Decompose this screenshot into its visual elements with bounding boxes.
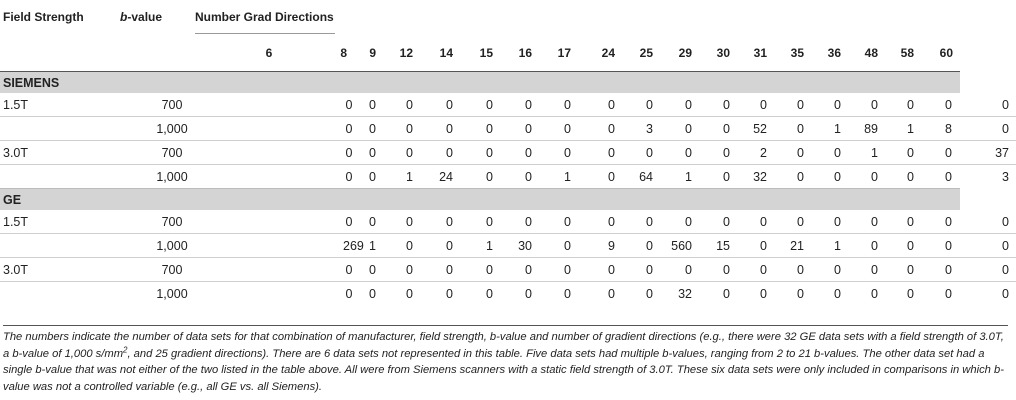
count-cell-dir-31: 0 xyxy=(775,141,812,165)
spacer-cell xyxy=(195,210,305,234)
count-cell-dir-24: 64 xyxy=(623,165,661,189)
count-cell-dir-25: 0 xyxy=(685,97,692,112)
count-cell-dir-48: 0 xyxy=(886,282,922,306)
count-cell-dir-36: 0 xyxy=(871,214,878,229)
b-value-cell: 1,000 xyxy=(105,165,195,189)
count-cell-dir-60: 0 xyxy=(960,258,1016,282)
count-cell-dir-16: 0 xyxy=(540,141,579,165)
b-value-cell: 700 xyxy=(161,214,183,229)
count-cell-dir-35: 0 xyxy=(812,258,849,282)
count-cell-dir-29: 0 xyxy=(700,282,738,306)
table-body xyxy=(0,72,1016,306)
count-cell-dir-31: 0 xyxy=(775,117,812,141)
count-cell-dir-29: 0 xyxy=(723,97,730,112)
direction-header-35: 35 xyxy=(790,45,804,60)
spacer-cell xyxy=(195,165,305,189)
b-value-header xyxy=(105,0,195,34)
count-cell-dir-29: 0 xyxy=(723,214,730,229)
table-row xyxy=(0,258,1016,282)
field-strength-cell: 1.5T xyxy=(3,214,29,229)
direction-header-24: 24 xyxy=(601,45,615,60)
footnote-text-2: , and 25 gradient directions). There are 6 data sets not represented in this table. Five data sets had multiple b-values, ranging from 2 to 21 b-values. The other data set had a single b-value that was not either of the two listed in the table above. All were from Siemens scanners with a static field strength of 3.0T. These six data sets were only included in comparisons in which b-value was not a controlled variable (e.g., all GE vs. all Siemens). xyxy=(3,347,1004,393)
count-cell-dir-8: 0 xyxy=(355,165,384,189)
spacer-cell xyxy=(195,93,305,117)
directions-header-row xyxy=(0,34,1016,71)
count-cell-dir-60: 0 xyxy=(960,282,1016,306)
section-name: GE xyxy=(0,189,960,211)
count-cell-dir-6: 0 xyxy=(305,282,355,306)
count-cell-dir-16: 0 xyxy=(540,282,579,306)
count-cell-dir-15: 0 xyxy=(501,117,540,141)
count-cell-dir-30: 0 xyxy=(760,97,767,112)
count-cell-dir-17: 0 xyxy=(579,282,623,306)
count-cell-dir-36: 0 xyxy=(849,282,886,306)
table-row xyxy=(0,165,1016,189)
count-cell-dir-30: 32 xyxy=(738,165,775,189)
count-cell-dir-35: 1 xyxy=(812,234,849,258)
count-cell-dir-36: 0 xyxy=(849,165,886,189)
b-value-cell: 700 xyxy=(105,258,195,282)
field-strength-cell: 3.0T xyxy=(0,258,105,282)
count-cell-dir-24: 0 xyxy=(623,282,661,306)
count-cell-dir-60: 37 xyxy=(960,141,1016,165)
count-cell-dir-48: 0 xyxy=(886,234,922,258)
direction-header-58: 58 xyxy=(900,45,914,60)
section-header-row xyxy=(0,72,1016,94)
count-cell-dir-58: 0 xyxy=(922,165,960,189)
count-cell-dir-9: 0 xyxy=(384,258,421,282)
count-cell-dir-60: 3 xyxy=(960,165,1016,189)
count-cell-dir-58: 0 xyxy=(922,258,960,282)
count-cell-dir-16: 0 xyxy=(540,258,579,282)
count-cell-dir-24: 3 xyxy=(623,117,661,141)
b-value-rest: -value xyxy=(127,10,163,24)
count-cell-dir-31: 0 xyxy=(775,258,812,282)
direction-header-14: 14 xyxy=(439,45,453,60)
field-strength-cell xyxy=(0,234,105,258)
count-cell-dir-58: 0 xyxy=(945,214,952,229)
count-cell-dir-48: 0 xyxy=(907,97,914,112)
count-cell-dir-12: 0 xyxy=(446,97,453,112)
grad-directions-rule xyxy=(195,33,335,34)
count-cell-dir-35: 0 xyxy=(812,141,849,165)
count-cell-dir-31: 0 xyxy=(797,214,804,229)
count-cell-dir-25: 0 xyxy=(661,141,700,165)
direction-header-8: 8 xyxy=(340,45,347,60)
count-cell-dir-35: 0 xyxy=(812,165,849,189)
count-cell-dir-36: 0 xyxy=(849,258,886,282)
field-strength-cell xyxy=(0,117,105,141)
count-cell-dir-60: 0 xyxy=(960,117,1016,141)
count-cell-dir-12: 24 xyxy=(421,165,461,189)
count-cell-dir-6: 269 xyxy=(305,234,355,258)
grad-directions-header xyxy=(195,0,334,34)
b-italic: b xyxy=(120,10,128,24)
count-cell-dir-60: 0 xyxy=(1002,214,1009,229)
count-cell-dir-6: 0 xyxy=(305,258,355,282)
count-cell-dir-24: 0 xyxy=(623,141,661,165)
count-cell-dir-15: 0 xyxy=(501,165,540,189)
table-row xyxy=(0,210,1016,234)
section-name: SIEMENS xyxy=(0,72,960,94)
table-row xyxy=(0,93,1016,117)
spacer-cell xyxy=(195,258,305,282)
count-cell-dir-6: 0 xyxy=(345,97,353,112)
count-cell-dir-29: 0 xyxy=(700,141,738,165)
count-cell-dir-30: 0 xyxy=(738,234,775,258)
count-cell-dir-25: 0 xyxy=(685,214,692,229)
count-cell-dir-31: 0 xyxy=(775,282,812,306)
count-cell-dir-12: 0 xyxy=(421,117,461,141)
count-cell-dir-35: 0 xyxy=(834,97,841,112)
count-cell-dir-6: 0 xyxy=(345,214,353,229)
field-strength-cell: 3.0T xyxy=(0,141,105,165)
count-cell-dir-12: 0 xyxy=(421,282,461,306)
count-cell-dir-60: 0 xyxy=(960,234,1016,258)
spacer-cell xyxy=(195,234,305,258)
count-cell-dir-25: 32 xyxy=(661,282,700,306)
count-cell-dir-17: 0 xyxy=(579,258,623,282)
count-cell-dir-9: 0 xyxy=(406,97,413,112)
count-cell-dir-17: 0 xyxy=(579,165,623,189)
count-cell-dir-24: 0 xyxy=(623,258,661,282)
count-cell-dir-14: 0 xyxy=(486,97,493,112)
count-cell-dir-14: 0 xyxy=(461,282,501,306)
direction-header-60: 60 xyxy=(939,45,953,60)
count-cell-dir-12: 0 xyxy=(446,214,453,229)
count-cell-dir-9: 0 xyxy=(384,117,421,141)
count-cell-dir-29: 0 xyxy=(700,117,738,141)
count-cell-dir-35: 1 xyxy=(812,117,849,141)
direction-header-48: 48 xyxy=(864,45,878,60)
count-cell-dir-8: 0 xyxy=(369,97,376,112)
count-cell-dir-14: 0 xyxy=(461,141,501,165)
count-cell-dir-17: 0 xyxy=(579,117,623,141)
count-cell-dir-16: 0 xyxy=(540,117,579,141)
count-cell-dir-17: 0 xyxy=(608,97,615,112)
count-cell-dir-9: 0 xyxy=(406,214,413,229)
count-cell-dir-12: 0 xyxy=(421,234,461,258)
count-cell-dir-6: 0 xyxy=(305,117,355,141)
spacer-cell xyxy=(195,282,305,306)
direction-header-12: 12 xyxy=(399,45,413,60)
count-cell-dir-9: 0 xyxy=(384,141,421,165)
count-cell-dir-31: 0 xyxy=(797,97,804,112)
count-cell-dir-24: 0 xyxy=(646,214,653,229)
count-cell-dir-30: 0 xyxy=(738,258,775,282)
count-cell-dir-15: 0 xyxy=(501,258,540,282)
count-cell-dir-16: 0 xyxy=(540,234,579,258)
count-cell-dir-36: 0 xyxy=(849,234,886,258)
count-cell-dir-15: 0 xyxy=(525,97,532,112)
count-cell-dir-36: 0 xyxy=(871,97,878,112)
count-cell-dir-14: 0 xyxy=(461,117,501,141)
count-cell-dir-16: 1 xyxy=(540,165,579,189)
section-header-row xyxy=(0,189,1016,211)
count-cell-dir-8: 0 xyxy=(355,258,384,282)
direction-header-30: 30 xyxy=(716,45,730,60)
count-cell-dir-15: 30 xyxy=(501,234,540,258)
direction-header-17: 17 xyxy=(557,45,571,60)
count-cell-dir-6: 0 xyxy=(305,165,355,189)
count-cell-dir-29: 0 xyxy=(700,165,738,189)
count-cell-dir-29: 15 xyxy=(700,234,738,258)
count-cell-dir-48: 1 xyxy=(886,117,922,141)
count-cell-dir-8: 0 xyxy=(355,282,384,306)
count-cell-dir-58: 0 xyxy=(922,282,960,306)
table-row xyxy=(0,234,1016,258)
direction-header-16: 16 xyxy=(518,45,532,60)
count-cell-dir-17: 0 xyxy=(608,214,615,229)
footnote-superscript: 2 xyxy=(123,344,128,354)
count-cell-dir-30: 2 xyxy=(738,141,775,165)
b-value-cell: 1,000 xyxy=(105,117,195,141)
footnote-text-1: The numbers indicate the number of data sets for that combination of manufacturer, field strength, b-value and number of gradient directions (e.g., there were 32 GE data sets with a field strength of 3.0T, a b-value of 1,000 s/mm xyxy=(3,331,1004,360)
count-cell-dir-60: 0 xyxy=(1002,97,1009,112)
count-cell-dir-8: 1 xyxy=(355,234,384,258)
spacer-cell xyxy=(195,141,305,165)
count-cell-dir-35: 0 xyxy=(834,214,841,229)
count-cell-dir-25: 1 xyxy=(661,165,700,189)
count-cell-dir-48: 0 xyxy=(886,258,922,282)
count-cell-dir-16: 0 xyxy=(564,214,571,229)
count-cell-dir-48: 0 xyxy=(907,214,914,229)
count-cell-dir-58: 0 xyxy=(922,234,960,258)
count-cell-dir-14: 0 xyxy=(486,214,493,229)
count-cell-dir-9: 1 xyxy=(384,165,421,189)
count-cell-dir-25: 0 xyxy=(661,258,700,282)
count-cell-dir-6: 0 xyxy=(305,141,355,165)
count-cell-dir-36: 89 xyxy=(849,117,886,141)
field-strength-header: Field Strength xyxy=(3,10,84,24)
count-cell-dir-58: 8 xyxy=(922,117,960,141)
count-cell-dir-15: 0 xyxy=(525,214,532,229)
count-cell-dir-9: 0 xyxy=(384,282,421,306)
table-row xyxy=(0,282,1016,306)
table-row xyxy=(0,117,1016,141)
count-cell-dir-48: 0 xyxy=(886,165,922,189)
count-cell-dir-17: 9 xyxy=(579,234,623,258)
direction-header-15: 15 xyxy=(479,45,493,60)
b-value-cell: 700 xyxy=(161,97,183,112)
count-cell-dir-25: 560 xyxy=(661,234,700,258)
table-footnote xyxy=(3,325,1008,395)
count-cell-dir-17: 0 xyxy=(579,141,623,165)
count-cell-dir-8: 0 xyxy=(355,117,384,141)
count-cell-dir-14: 0 xyxy=(461,165,501,189)
table-row xyxy=(0,141,1016,165)
direction-header-29: 29 xyxy=(678,45,692,60)
count-cell-dir-48: 0 xyxy=(886,141,922,165)
count-cell-dir-31: 21 xyxy=(775,234,812,258)
count-cell-dir-30: 0 xyxy=(738,282,775,306)
b-value-cell: 700 xyxy=(105,141,195,165)
b-value-cell: 1,000 xyxy=(105,282,195,306)
count-cell-dir-25: 0 xyxy=(661,117,700,141)
count-cell-dir-12: 0 xyxy=(421,258,461,282)
count-cell-dir-31: 0 xyxy=(775,165,812,189)
b-value-cell: 1,000 xyxy=(105,234,195,258)
count-cell-dir-29: 0 xyxy=(700,258,738,282)
direction-header-31: 31 xyxy=(753,45,767,60)
count-cell-dir-15: 0 xyxy=(501,141,540,165)
count-cell-dir-58: 0 xyxy=(945,97,952,112)
count-cell-dir-8: 0 xyxy=(369,214,376,229)
count-cell-dir-15: 0 xyxy=(501,282,540,306)
field-strength-cell xyxy=(0,282,105,306)
count-cell-dir-14: 0 xyxy=(461,258,501,282)
direction-header-25: 25 xyxy=(639,45,653,60)
count-cell-dir-16: 0 xyxy=(564,97,571,112)
count-cell-dir-36: 1 xyxy=(849,141,886,165)
grad-directions-label: Number Grad Directions xyxy=(195,10,334,24)
direction-header-6: 6 xyxy=(265,45,273,60)
count-cell-dir-24: 0 xyxy=(623,234,661,258)
count-cell-dir-30: 0 xyxy=(760,214,767,229)
count-cell-dir-35: 0 xyxy=(812,282,849,306)
count-cell-dir-12: 0 xyxy=(421,141,461,165)
count-cell-dir-8: 0 xyxy=(355,141,384,165)
field-strength-cell xyxy=(0,165,105,189)
field-strength-cell: 1.5T xyxy=(3,97,29,112)
count-cell-dir-14: 1 xyxy=(461,234,501,258)
count-cell-dir-24: 0 xyxy=(646,97,653,112)
count-cell-dir-9: 0 xyxy=(384,234,421,258)
direction-header-9: 9 xyxy=(369,45,376,60)
count-cell-dir-58: 0 xyxy=(922,141,960,165)
spacer-cell xyxy=(195,117,305,141)
count-cell-dir-30: 52 xyxy=(738,117,775,141)
direction-header-36: 36 xyxy=(827,45,841,60)
